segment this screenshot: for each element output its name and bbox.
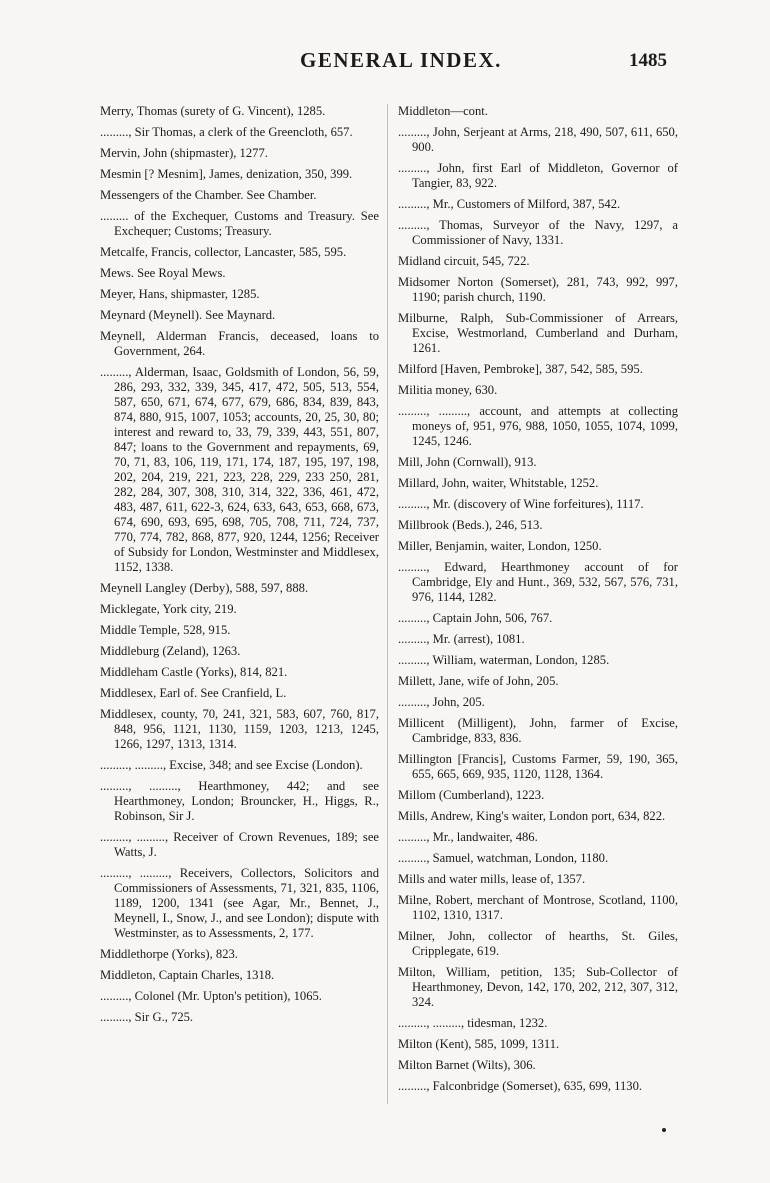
index-entry: ........., John, Serjeant at Arms, 218, 490, 507, 611, 650, 900.: [398, 125, 678, 154]
index-entry: ........., Edward, Hearthmoney account of for Cambridge, Ely and Hunt., 369, 532, 567, 576, 731, 976, 1144, 1282.: [398, 560, 678, 604]
index-column-right: [398, 104, 678, 1100]
index-entry: ........., Thomas, Surveyor of the Navy, 1297, a Commissioner of Navy, 1331.: [398, 218, 678, 247]
index-entry: Meynell, Alderman Francis, deceased, loans to Government, 264.: [100, 329, 379, 358]
index-entry: Millington [Francis], Customs Farmer, 59, 190, 365, 655, 665, 669, 935, 1120, 1128, 1364.: [398, 752, 678, 781]
ink-dot: [662, 1128, 666, 1132]
index-entry: Millett, Jane, wife of John, 205.: [398, 674, 559, 688]
index-entry: ........., Colonel (Mr. Upton's petition), 1065.: [100, 989, 322, 1003]
page-header: [0, 48, 770, 78]
index-entry: Metcalfe, Francis, collector, Lancaster, 585, 595.: [100, 245, 347, 259]
index-entry: Milton (Kent), 585, 1099, 1311.: [398, 1037, 560, 1051]
column-divider: [387, 104, 388, 1104]
index-entry: ........., Mr. (arrest), 1081.: [398, 632, 525, 646]
index-entry: ........., Sir G., 725.: [100, 1010, 194, 1024]
index-entry: ........., John, first Earl of Middleton, Governor of Tangier, 83, 922.: [398, 161, 678, 190]
index-entry: ........., ........., Receiver of Crown Revenues, 189; see Watts, J.: [100, 830, 379, 859]
index-entry: ........., William, waterman, London, 1285.: [398, 653, 610, 667]
index-entry: Mews. See Royal Mews.: [100, 266, 226, 280]
index-entry: ........., ........., tidesman, 1232.: [398, 1016, 548, 1030]
index-entry: ........., ........., account, and attempts at collecting moneys of, 951, 976, 988, 1050, 1055, 1074, 1099, 1245, 1246.: [398, 404, 678, 448]
index-entry: ........., ........., Excise, 348; and see Excise (London).: [100, 758, 363, 772]
index-entry: Meynell Langley (Derby), 588, 597, 888.: [100, 581, 309, 595]
index-entry: ........., Falconbridge (Somerset), 635, 699, 1130.: [398, 1079, 643, 1093]
index-entry: Middlethorpe (Yorks), 823.: [100, 947, 238, 961]
index-entry: ........., ........., Receivers, Collectors, Solicitors and Commissioners of Assessments, 71, 321, 835, 1106, 1189, 1200, 1341 (see Agar, Mr., Bennet, J., Meynell, I., Snow, J., and see London); dispute with Westminster, as to Assessments, 2, 177.: [100, 866, 379, 940]
page-title: GENERAL INDEX.: [300, 48, 502, 72]
index-entry: Middle Temple, 528, 915.: [100, 623, 231, 637]
index-entry: Milne, Robert, merchant of Montrose, Scotland, 1100, 1102, 1310, 1317.: [398, 893, 678, 922]
index-entry: Millbrook (Beds.), 246, 513.: [398, 518, 543, 532]
index-entry: Midsomer Norton (Somerset), 281, 743, 992, 997, 1190; parish church, 1190.: [398, 275, 678, 304]
index-entry: Mill, John (Cornwall), 913.: [398, 455, 537, 469]
page-number: 1485: [629, 50, 667, 71]
index-entry: Messengers of the Chamber. See Chamber.: [100, 188, 317, 202]
index-entry: ........., Mr. (discovery of Wine forfeitures), 1117.: [398, 497, 644, 511]
index-entry: Middleton—cont.: [398, 104, 488, 118]
index-entry: Mesmin [? Mesnim], James, denization, 350, 399.: [100, 167, 353, 181]
index-entry: Merry, Thomas (surety of G. Vincent), 1285.: [100, 104, 326, 118]
index-entry: Milton, William, petition, 135; Sub-Collector of Hearthmoney, Devon, 142, 170, 202, 212, 307, 312, 324.: [398, 965, 678, 1009]
index-entry: Middleton, Captain Charles, 1318.: [100, 968, 275, 982]
index-entry: Mervin, John (shipmaster), 1277.: [100, 146, 268, 160]
index-entry: Millom (Cumberland), 1223.: [398, 788, 545, 802]
index-entry: Mills, Andrew, King's waiter, London port, 634, 822.: [398, 809, 666, 823]
index-entry: ........., Sir Thomas, a clerk of the Greencloth, 657.: [100, 125, 353, 139]
index-entry: ........., Mr., landwaiter, 486.: [398, 830, 538, 844]
index-entry: Meynard (Meynell). See Maynard.: [100, 308, 276, 322]
index-entry: ........., John, 205.: [398, 695, 485, 709]
index-entry: Middleburg (Zeland), 1263.: [100, 644, 241, 658]
index-entry: Millard, John, waiter, Whitstable, 1252.: [398, 476, 599, 490]
index-entry: Middleham Castle (Yorks), 814, 821.: [100, 665, 288, 679]
index-entry: Middlesex, county, 70, 241, 321, 583, 607, 760, 817, 848, 956, 1121, 1130, 1159, 1203, 1213, 1245, 1266, 1297, 1313, 1314.: [100, 707, 379, 751]
index-entry: Milton Barnet (Wilts), 306.: [398, 1058, 536, 1072]
index-entry: ......... of the Exchequer, Customs and Treasury. See Exchequer; Customs; Treasury.: [100, 209, 379, 238]
index-entry: Milburne, Ralph, Sub-Commissioner of Arrears, Excise, Westmorland, Cumberland and Durham, 1261.: [398, 311, 678, 355]
index-entry: Milner, John, collector of hearths, St. Giles, Cripplegate, 619.: [398, 929, 678, 958]
index-entry: Micklegate, York city, 219.: [100, 602, 237, 616]
index-entry: Miller, Benjamin, waiter, London, 1250.: [398, 539, 602, 553]
index-entry: Militia money, 630.: [398, 383, 498, 397]
index-entry: ........., Captain John, 506, 767.: [398, 611, 553, 625]
index-entry: Millicent (Milligent), John, farmer of Excise, Cambridge, 833, 836.: [398, 716, 678, 745]
index-entry: Mills and water mills, lease of, 1357.: [398, 872, 586, 886]
index-entry: ........., Samuel, watchman, London, 1180.: [398, 851, 609, 865]
index-column-left: [100, 104, 379, 1031]
index-entry: Milford [Haven, Pembroke], 387, 542, 585, 595.: [398, 362, 643, 376]
index-entry: Meyer, Hans, shipmaster, 1285.: [100, 287, 260, 301]
index-entry: Middlesex, Earl of. See Cranfield, L.: [100, 686, 287, 700]
index-entry: ........., Mr., Customers of Milford, 387, 542.: [398, 197, 621, 211]
index-entry: ........., Alderman, Isaac, Goldsmith of London, 56, 59, 286, 293, 332, 339, 345, 417, 472, 505, 513, 554, 587, 650, 671, 674, 677, 679, 686, 834, 839, 843, 874, 880, 915, 1007, 1053; accounts, 20, 25, 30, 80; interest and reward to, 33, 79, 339, 443, 551, 807, 847; loans to the Government and repayments, 69, 70, 71, 83, 106, 119, 171, 174, 187, 195, 197, 198, 202, 204, 219, 221, 223, 228, 229, 233 250, 281, 282, 284, 307, 308, 310, 314, 322, 336, 461, 472, 483, 487, 611, 622-3, 624, 633, 643, 653, 668, 673, 674, 690, 693, 695, 698, 705, 708, 711, 724, 737, 770, 774, 782, 868, 877, 920, 1244, 1256; Receiver of Subsidy for London, Westminster and Middlesex, 1152, 1338.: [100, 365, 379, 574]
index-entry: Midland circuit, 545, 722.: [398, 254, 530, 268]
index-entry: ........., ........., Hearthmoney, 442; and see Hearthmoney, London; Brouncker, H., Higgs, R., Robinson, Sir J.: [100, 779, 379, 823]
